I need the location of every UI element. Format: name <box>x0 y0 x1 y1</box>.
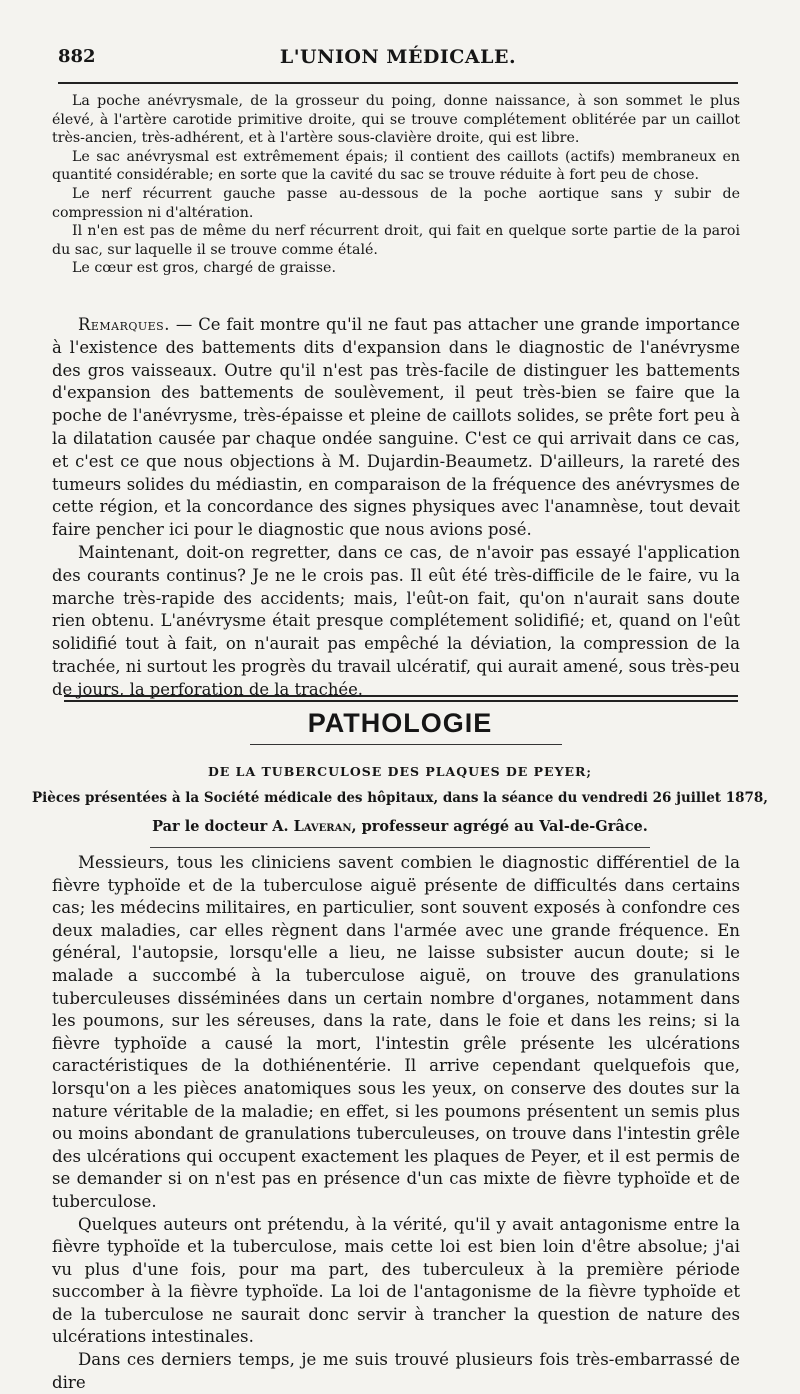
remarks-paragraph: Maintenant, doit-on regretter, dans ce cas, de n'avoir pas essayé l'application des courants continus? Je ne le crois pas. Il eût été très-difficile de le faire, vu la marche très-rapide des accidents; mais, l'eût-on fait, qu'on n'aurait sans doute rien obtenu. L'anévrysme était presque complétement solidifié; et, quand on l'eût solidifié tout à fait, on n'aurait pas empêché la déviation, la compression de la trachée, ni surtout les progrès du travail ulcératif, qui aurait amené, sous très-peu de jours, la perforation de la trachée. <box>52 542 740 699</box>
article-author <box>0 818 800 835</box>
article-paragraph: Quelques auteurs ont prétendu, à la vérité, qu'il y avait antagonisme entre la fièvre typhoïde et la tuberculose, mais cette loi est bien loin d'être absolue; j'ai vu plus d'une fois, pour ma part, des tuberculeux à la première période succomber à la fièvre typhoïde. La loi de l'antagonisme de la fièvre typhoïde et de la tuberculose ne saurait donc servir à trancher la question de nature des ulcérations intestinales. <box>52 1214 740 1347</box>
autopsy-notes <box>52 92 740 278</box>
autopsy-paragraph: Le cœur est gros, chargé de graisse. <box>72 260 336 277</box>
article-body <box>52 852 740 1394</box>
remarks-paragraph <box>52 314 740 542</box>
section-title-underline <box>250 744 562 745</box>
autopsy-paragraph: La poche anévrysmale, de la grosseur du poing, donne naissance, à son sommet le plus élevé, à l'artère carotide primitive droite, qui se trouve complétement oblitérée par un caillot très-ancien, très-adhérent, et à l'artère sous-clavière droite, qui est libre. <box>52 93 740 147</box>
section-divider <box>64 700 738 702</box>
article-source: Pièces présentées à la Société médicale des hôpitaux, dans la séance du vendredi 26 juillet 1878, <box>32 790 768 806</box>
article-rule <box>150 847 650 848</box>
author-suffix: , professeur agrégé au Val-de-Grâce. <box>351 818 648 835</box>
page-number: 882 <box>58 46 96 67</box>
section-divider <box>64 695 738 697</box>
article-paragraph: Dans ces derniers temps, je me suis trouvé plusieurs fois très-embarrassé de dire <box>52 1350 740 1392</box>
journal-title: L'UNION MÉDICALE. <box>279 46 517 68</box>
page-header <box>58 46 738 76</box>
autopsy-paragraph: Il n'en est pas de même du nerf récurrent droit, qui fait en quelque sorte partie de la paroi du sac, sur laquelle il se trouve comme étalé. <box>52 223 740 258</box>
remarks-text: — Ce fait montre qu'il ne faut pas attacher une grande importance à l'existence des battements dits d'expansion dans le diagnostic de l'anévrysme des gros vaisseaux. Outre qu'il n'est pas très-facile de distinguer les battements d'expansion des battements de soulèvement, il peut très-bien se faire que la poche de l'anévrysme, très-épaisse et pleine de caillots solides, se prête fort peu à la dilatation causée par chaque ondée sanguine. C'est ce qui arrivait dans ce cas, et c'est ce que nous objections à M. Dujardin-Beaumetz. D'ailleurs, la rareté des tumeurs solides du médiastin, en comparaison de la fréquence des anévrysmes de cette région, et la concordance des signes physiques avec l'anamnèse, tout devait faire pencher ici pour le diagnostic que nous avions posé. <box>52 315 740 540</box>
author-prefix: Par le docteur A. <box>152 818 294 835</box>
article-paragraph: Messieurs, tous les cliniciens savent combien le diagnostic différentiel de la fièvre typhoïde et de la tuberculose aiguë présente de difficultés dans certains cas; les médecins militaires, en particulier, sont souvent exposés à confondre ces deux maladies, car elles règnent dans l'armée avec une grande fréquence. En général, l'autopsie, lorsqu'elle a lieu, ne laisse subsister aucun doute; si le malade a succombé à la tuberculose aiguë, on trouve des granulations tuberculeuses disséminées dans un certain nombre d'organes, notamment dans les poumons, sur les séreuses, dans la rate, dans le foie et dans les reins; si la fièvre typhoïde a causé la mort, l'intestin grêle présente les ulcérations caractéristiques de la dothiénentérie. Il arrive cependant quelquefois que, lorsqu'on a les pièces anatomiques sous les yeux, on conserve des doutes sur la nature véritable de la maladie; en effet, si les poumons présentent un semis plus ou moins abondant de granulations tuberculeuses, on trouve dans l'intestin grêle des ulcérations qui occupent exactement les plaques de Peyer, et il est permis de se demander si on n'est pas en présence d'un cas mixte de fièvre typhoïde et de tuberculose. <box>52 853 740 1211</box>
autopsy-paragraph: Le sac anévrysmal est extrêmement épais; il contient des caillots (actifs) membraneux en quantité considérable; en sorte que la cavité du sac se trouve réduite à fort peu de chose. <box>52 148 740 184</box>
autopsy-paragraph: Le nerf récurrent gauche passe au-dessous de la poche aortique sans y subir de compression ni d'altération. <box>52 185 740 221</box>
header-rule <box>58 82 738 84</box>
remarks-label: Remarques. <box>78 315 170 334</box>
article-title: DE LA TUBERCULOSE DES PLAQUES DE PEYER; <box>207 764 593 779</box>
author-name: Laveran <box>293 818 352 835</box>
remarks-section <box>52 314 740 702</box>
section-title: PATHOLOGIE <box>307 708 493 738</box>
